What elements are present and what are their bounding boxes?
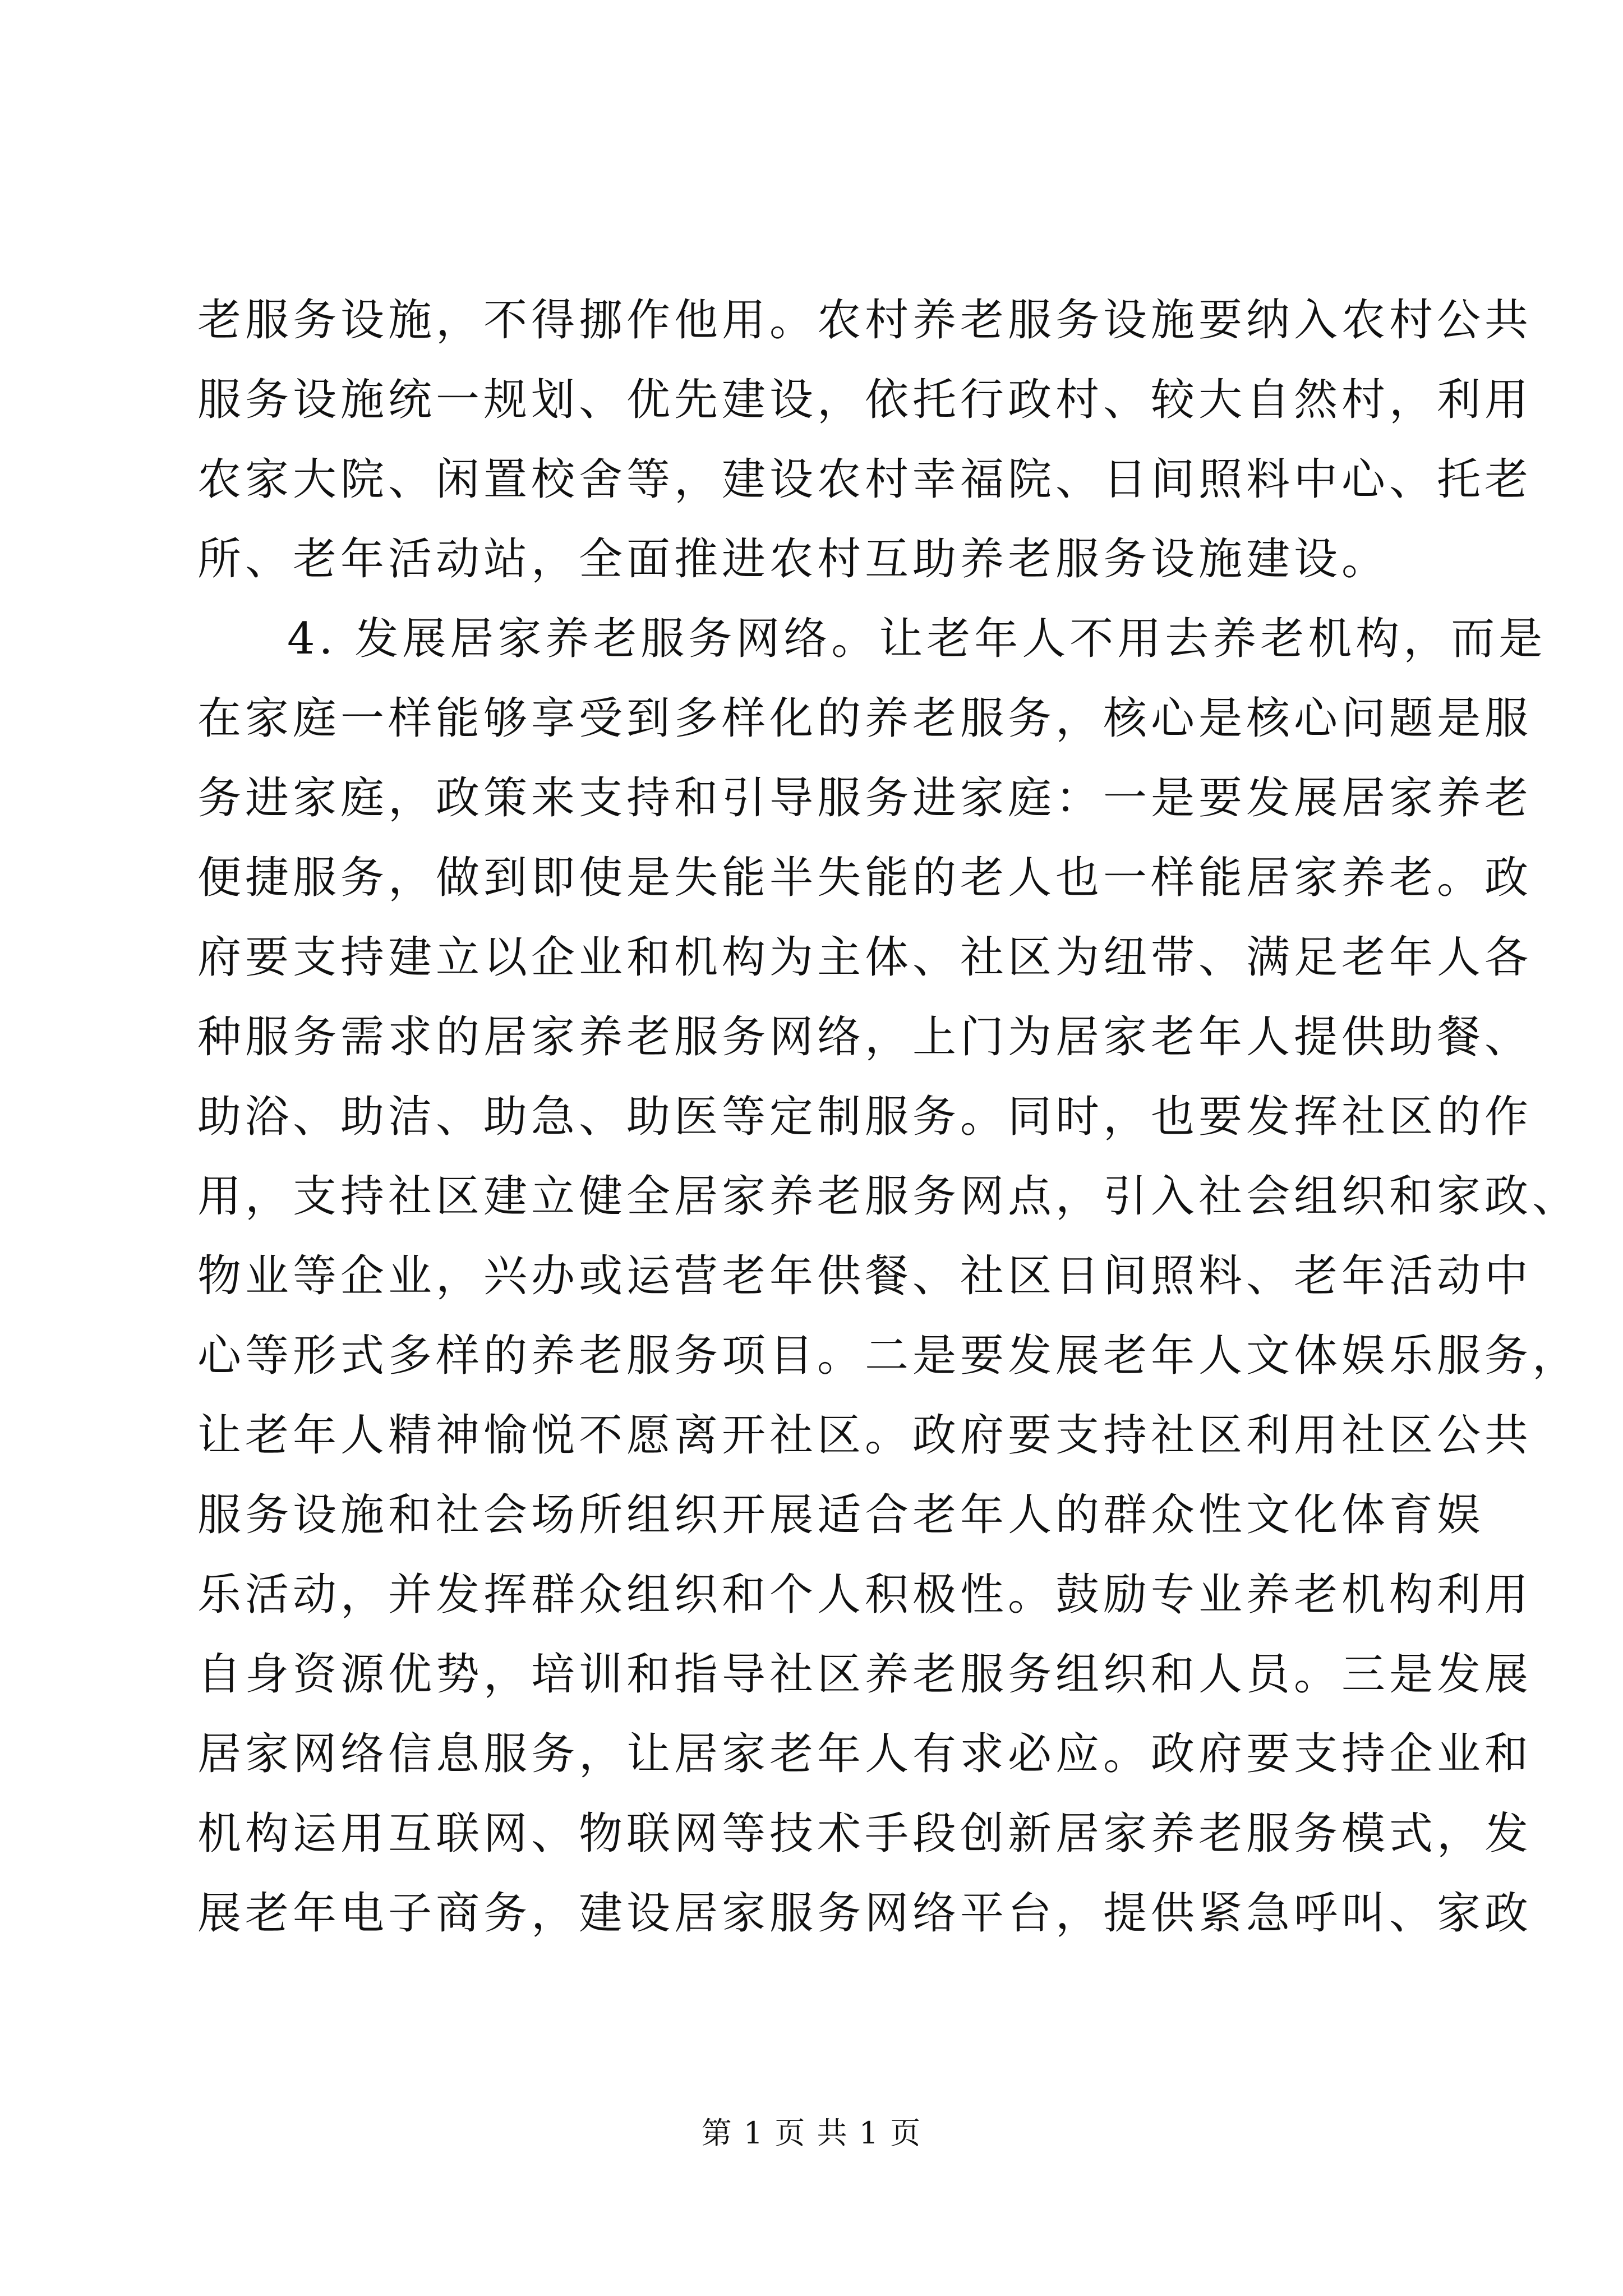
text-line: 机构运用互联网、物联网等技术手段创新居家养老服务模式，发 [197, 1809, 1533, 1859]
text-line: 种服务需求的居家养老服务网络，上门为居家老年人提供助餐、 [197, 1012, 1533, 1062]
text-line: 服务设施和社会场所组织开展适合老年人的群众性文化体育娱 [197, 1490, 1485, 1540]
text-line: 居家网络信息服务，让居家老年人有求必应。政府要支持企业和 [197, 1729, 1533, 1779]
text-line-paragraph-start: 4. 发展居家养老服务网络。让老年人不用去养老机构，而是 [287, 614, 1547, 664]
text-line: 农家大院、闲置校舍等，建设农村幸福院、日间照料中心、托老 [197, 454, 1533, 505]
text-line: 府要支持建立以企业和机构为主体、社区为纽带、满足老年人各 [197, 932, 1533, 983]
text-line: 助浴、助洁、助急、助医等定制服务。同时，也要发挥社区的作 [197, 1092, 1533, 1142]
text-line: 便捷服务，做到即使是失能半失能的老人也一样能居家养老。政 [197, 853, 1533, 903]
body-text [197, 280, 1580, 1953]
text-line: 乐活动，并发挥群众组织和个人积极性。鼓励专业养老机构利用 [197, 1570, 1533, 1620]
text-line: 所、老年活动站，全面推进农村互助养老服务设施建设。 [197, 534, 1390, 585]
page-footer: 第 1 页 共 1 页 [701, 2115, 922, 2151]
text-line: 自身资源优势，培训和指导社区养老服务组织和人员。三是发展 [197, 1649, 1533, 1700]
text-line: 物业等企业，兴办或运营老年供餐、社区日间照料、老年活动中 [197, 1251, 1533, 1301]
text-line: 服务设施统一规划、优先建设，依托行政村、较大自然村，利用 [197, 375, 1533, 425]
text-line: 老服务设施，不得挪作他用。农村养老服务设施要纳入农村公共 [197, 295, 1533, 346]
text-line: 让老年人精神愉悦不愿离开社区。政府要支持社区利用社区公共 [197, 1410, 1533, 1461]
text-line: 在家庭一样能够享受到多样化的养老服务，核心是核心问题是服 [197, 693, 1533, 744]
text-line: 务进家庭，政策来支持和引导服务进家庭：一是要发展居家养老 [197, 773, 1533, 823]
text-line: 心等形式多样的养老服务项目。二是要发展老年人文体娱乐服务， [197, 1331, 1580, 1381]
text-line: 展老年电子商务，建设居家服务网络平台，提供紧急呼叫、家政 [197, 1888, 1533, 1939]
text-line: 用，支持社区建立健全居家养老服务网点，引入社会组织和家政、 [197, 1171, 1580, 1222]
